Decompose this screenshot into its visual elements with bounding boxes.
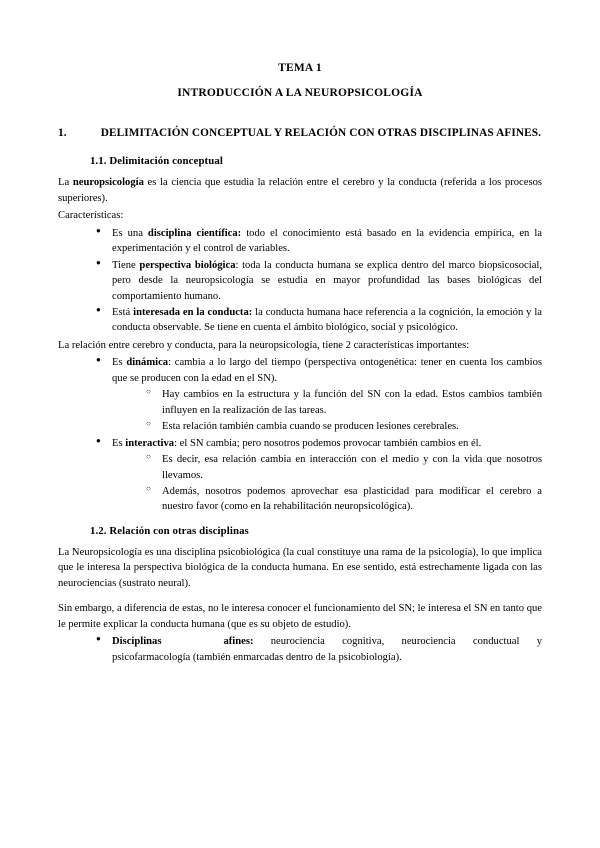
list-item: ○ Esta relación también cambia cuando se producen lesiones cerebrales. (146, 419, 542, 434)
bullet-post: : el SN cambia; pero nosotros podemos provocar también cambios en él. (174, 437, 482, 449)
bullet-bold: disciplina científica: (147, 227, 242, 239)
bullet-bold: perspectiva biológica (139, 259, 236, 271)
list-item (96, 305, 542, 336)
intro-pre: La (58, 177, 73, 189)
intro-bold-term: neuropsicología (72, 177, 144, 189)
list-item (96, 226, 542, 257)
intro-paragraph (58, 175, 542, 206)
bullet-pre: Tiene (112, 259, 140, 271)
bullet-bold: interesada en la conducta: (133, 307, 253, 318)
bullet-bold-left: Disciplinas (112, 636, 162, 648)
caracteristicas-label: Características: (58, 210, 124, 222)
title-block (58, 62, 542, 99)
section-heading-text: DELIMITACIÓN CONCEPTUAL Y RELACIÓN CON OTRAS DISCIPLINAS AFINES. (100, 127, 542, 139)
bullet-pre: Es (112, 437, 126, 449)
disciplinas-afines-list (58, 634, 542, 665)
bullet-bold: dinámica (126, 357, 169, 369)
relation-disciplines-paragraph-2: Sin embargo, a diferencia de estas, no le interesa conocer el funcionamiento del SN; le interesa el SN en tanto que le permite explicar la conducta humana (que es su objeto de estudio). (58, 603, 542, 630)
list-item (96, 634, 542, 665)
caracteristicas-list (58, 226, 542, 336)
list-item (96, 355, 542, 434)
bullet-pre: Es una (112, 227, 148, 239)
section-number: 1. (58, 127, 67, 139)
sub-list (112, 452, 542, 515)
bullet-post: neurociencia cognitiva, neurociencia conductual y psicofarmacología (también enmarcadas dentro de la psicobiología). (112, 636, 542, 663)
section-heading-1 (58, 125, 542, 141)
list-item (96, 258, 542, 304)
list-item: ○ Hay cambios en la estructura y la función del SN con la edad. Estos cambios también influyen en la realización de las tareas. (146, 387, 542, 418)
page-title: TEMA 1 (278, 62, 322, 74)
list-item: ○ Es decir, esa relación cambia en interacción con el medio y con la vida que nosotros llevamos. (146, 452, 542, 483)
bullet-post: todo el conocimiento está basado en la evidencia empírica, en la experimentación y el control de variables. (112, 227, 542, 255)
relation-disciplines-paragraph-1: La Neuropsicología es una disciplina psicobiológica (la cual constituye una rama de la psicología), lo que implica que le interesa la perspectiva biológica de la conducta humana. En ese sentido, está estrechamente ligada con las neurociencias (sustrato neural). (58, 546, 542, 589)
sub-list (112, 387, 542, 434)
bullet-pre: Es (112, 357, 127, 369)
page-subtitle: INTRODUCCIÓN A LA NEUROPSICOLOGÍA (177, 87, 423, 99)
bullet-post: : cambia a lo largo del tiempo (perspectiva ontogenética: tener en cuenta los cambios que se producen con la edad en el SN). (112, 357, 543, 384)
bullet-post: : toda la conducta humana se explica dentro del marco biopsicosocial, pero desde la neuropsicología se estudia en mayor profundidad las bases biológicas del comportamiento humano. (112, 259, 542, 302)
subsection-heading-1-2: 1.2. Relación con otras disciplinas (90, 524, 249, 537)
subsection-heading-1-1: 1.1. Delimitación conceptual (90, 155, 223, 168)
list-item: ○ Además, nosotros podemos aprovechar esa plasticidad para modificar el cerebro a nuestro favor (como en la rehabilitación neuropsicológica). (146, 484, 542, 515)
bullet-post: la conducta humana hace referencia a la cognición, la emoción y la conducta observable. Se tiene en cuenta el ámbito biológico, social y psicológico. (112, 307, 542, 334)
relation-paragraph: La relación entre cerebro y conducta, para la neuropsicología, tiene 2 características importantes: (58, 339, 470, 351)
bullet-pre: Está (112, 307, 134, 318)
relation-characteristics-list (58, 355, 542, 515)
bullet-bold-right: afines: (223, 636, 254, 648)
list-item (96, 436, 542, 515)
intro-post: es la ciencia que estudia la relación entre el cerebro y la conducta (referida a los procesos superiores). (58, 177, 542, 204)
bullet-bold: interactiva (125, 437, 175, 449)
